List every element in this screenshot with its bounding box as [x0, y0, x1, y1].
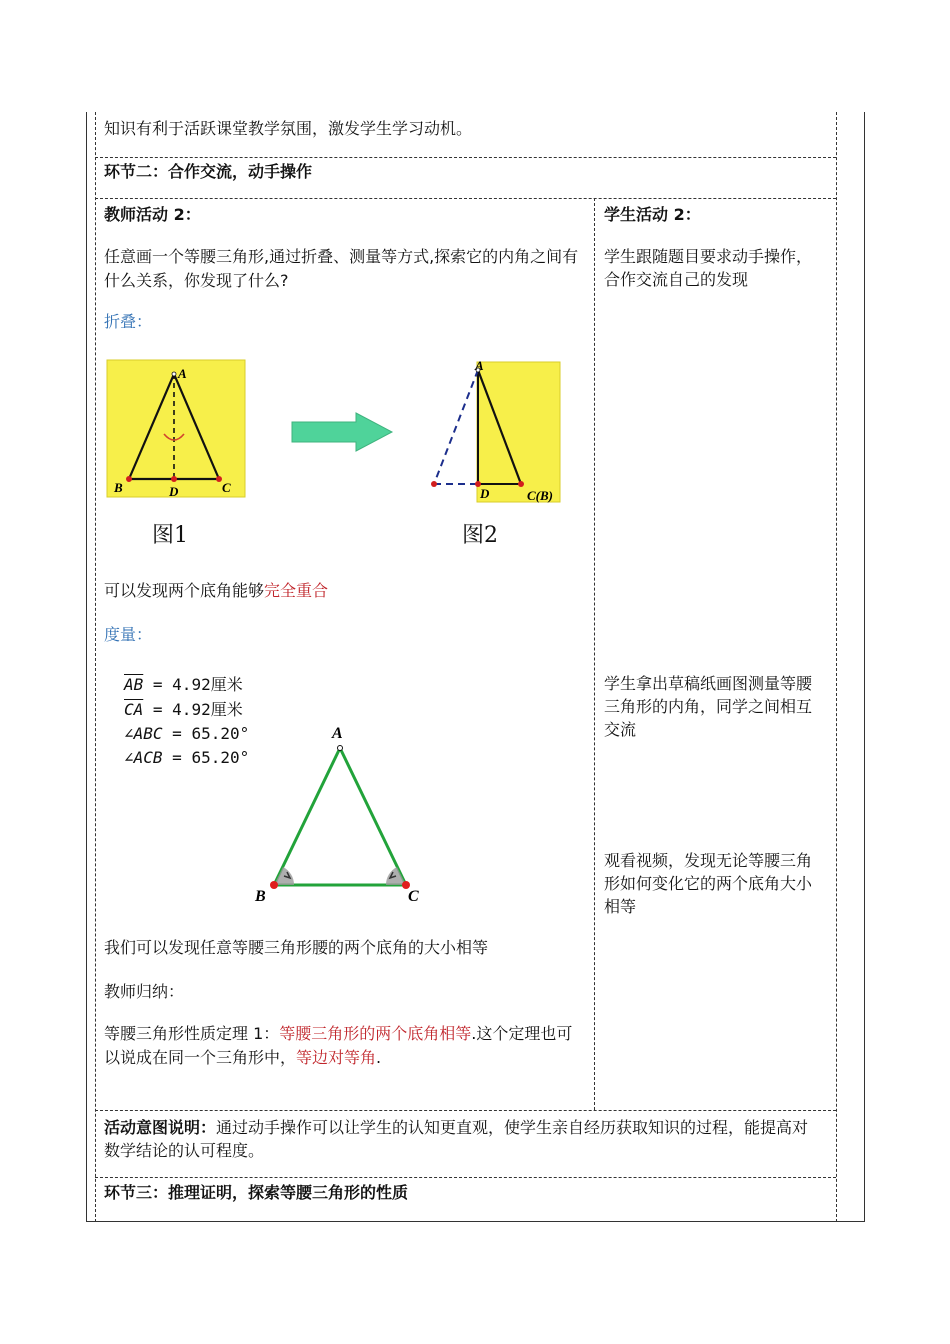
- row-line-1: [95, 157, 836, 158]
- summary-label: 教师归纳：: [104, 982, 185, 1001]
- intro-line: 知识有利于活跃课堂教学氛围，激发学生学习动机。: [104, 119, 473, 138]
- svg-text:D: D: [169, 484, 179, 499]
- measure-label: 度量：: [104, 625, 153, 644]
- measure-abc: ∠ABC = 65.20°: [124, 724, 250, 743]
- figure-2-folded: [420, 356, 565, 508]
- figure-1-caption: 图1: [152, 523, 188, 548]
- svg-text:A: A: [332, 725, 343, 742]
- fold-result-highlight: 完全重合: [264, 581, 329, 600]
- table-left-border: [86, 112, 87, 1222]
- paper-half: [477, 362, 560, 502]
- student-activity-2: 学生拿出草稿纸画图测量等腰三角形的内角，同学之间相互交流: [604, 674, 813, 739]
- student-activity-3: 观看视频，发现无论等腰三角形如何变化它的两个底角大小相等: [604, 851, 813, 916]
- figure-1-fold: [106, 358, 248, 502]
- section2-title: 环节二：合作交流，动手操作: [104, 162, 313, 181]
- figure-2-caption: 图2: [462, 523, 498, 548]
- student-heading: 学生活动 2：: [604, 205, 701, 224]
- row-line-4: [95, 1177, 836, 1178]
- svg-text:A: A: [475, 358, 484, 373]
- activity-intent: 活动意图说明：通过动手操作可以让学生的认知更直观，使学生亲自经历获取知识的过程，能提高对数学结论的认可程度。: [104, 1118, 809, 1160]
- svg-text:D: D: [480, 486, 490, 501]
- discovery-text: 我们可以发现任意等腰三角形腰的两个底角的大小相等: [104, 938, 489, 957]
- svg-text:C: C: [222, 480, 231, 495]
- theorem-highlight: 等腰三角形的两个底角相等: [279, 1024, 472, 1043]
- measured-triangle: [250, 718, 430, 908]
- svg-text:B: B: [255, 888, 266, 905]
- fold-result: 可以发现两个底角能够完全重合: [104, 581, 329, 600]
- svg-text:C(B): C(B): [527, 488, 553, 503]
- inner-right-line: [836, 112, 837, 1222]
- column-divider: [594, 198, 595, 1110]
- theorem-highlight-2: 等边对等角: [296, 1048, 377, 1067]
- theorem-text: 等腰三角形性质定理 1：等腰三角形的两个底角相等.这个定理也可以说成在同一个三角形中，等边对等角.: [104, 1024, 573, 1067]
- teacher-heading: 教师活动 2：: [104, 205, 201, 224]
- teacher-task: 任意画一个等腰三角形,通过折叠、测量等方式,探索它的内角之间有什么关系，你发现了什么?: [104, 247, 579, 290]
- row-line-3: [95, 1110, 836, 1111]
- measure-ab: $\overline{AB} = 4.92$厘米: [124, 675, 243, 694]
- inner-left-line: [95, 112, 96, 1222]
- row-line-2: [95, 198, 836, 199]
- measure-acb: ∠ACB = 65.20°: [124, 748, 250, 767]
- svg-text:B: B: [114, 480, 123, 495]
- table-bottom-border: [86, 1221, 865, 1222]
- measure-ca: $\overline{CA} = 4.92$厘米: [124, 700, 243, 719]
- svg-text:A: A: [178, 366, 187, 381]
- student-activity-1: 学生跟随题目要求动手操作，合作交流自己的发现: [604, 247, 813, 289]
- svg-text:C: C: [408, 888, 419, 905]
- table-right-border: [864, 112, 865, 1222]
- arrow-icon: [290, 412, 394, 452]
- fold-label: 折叠：: [104, 312, 153, 331]
- section3-title: 环节三：推理证明，探索等腰三角形的性质: [104, 1183, 409, 1202]
